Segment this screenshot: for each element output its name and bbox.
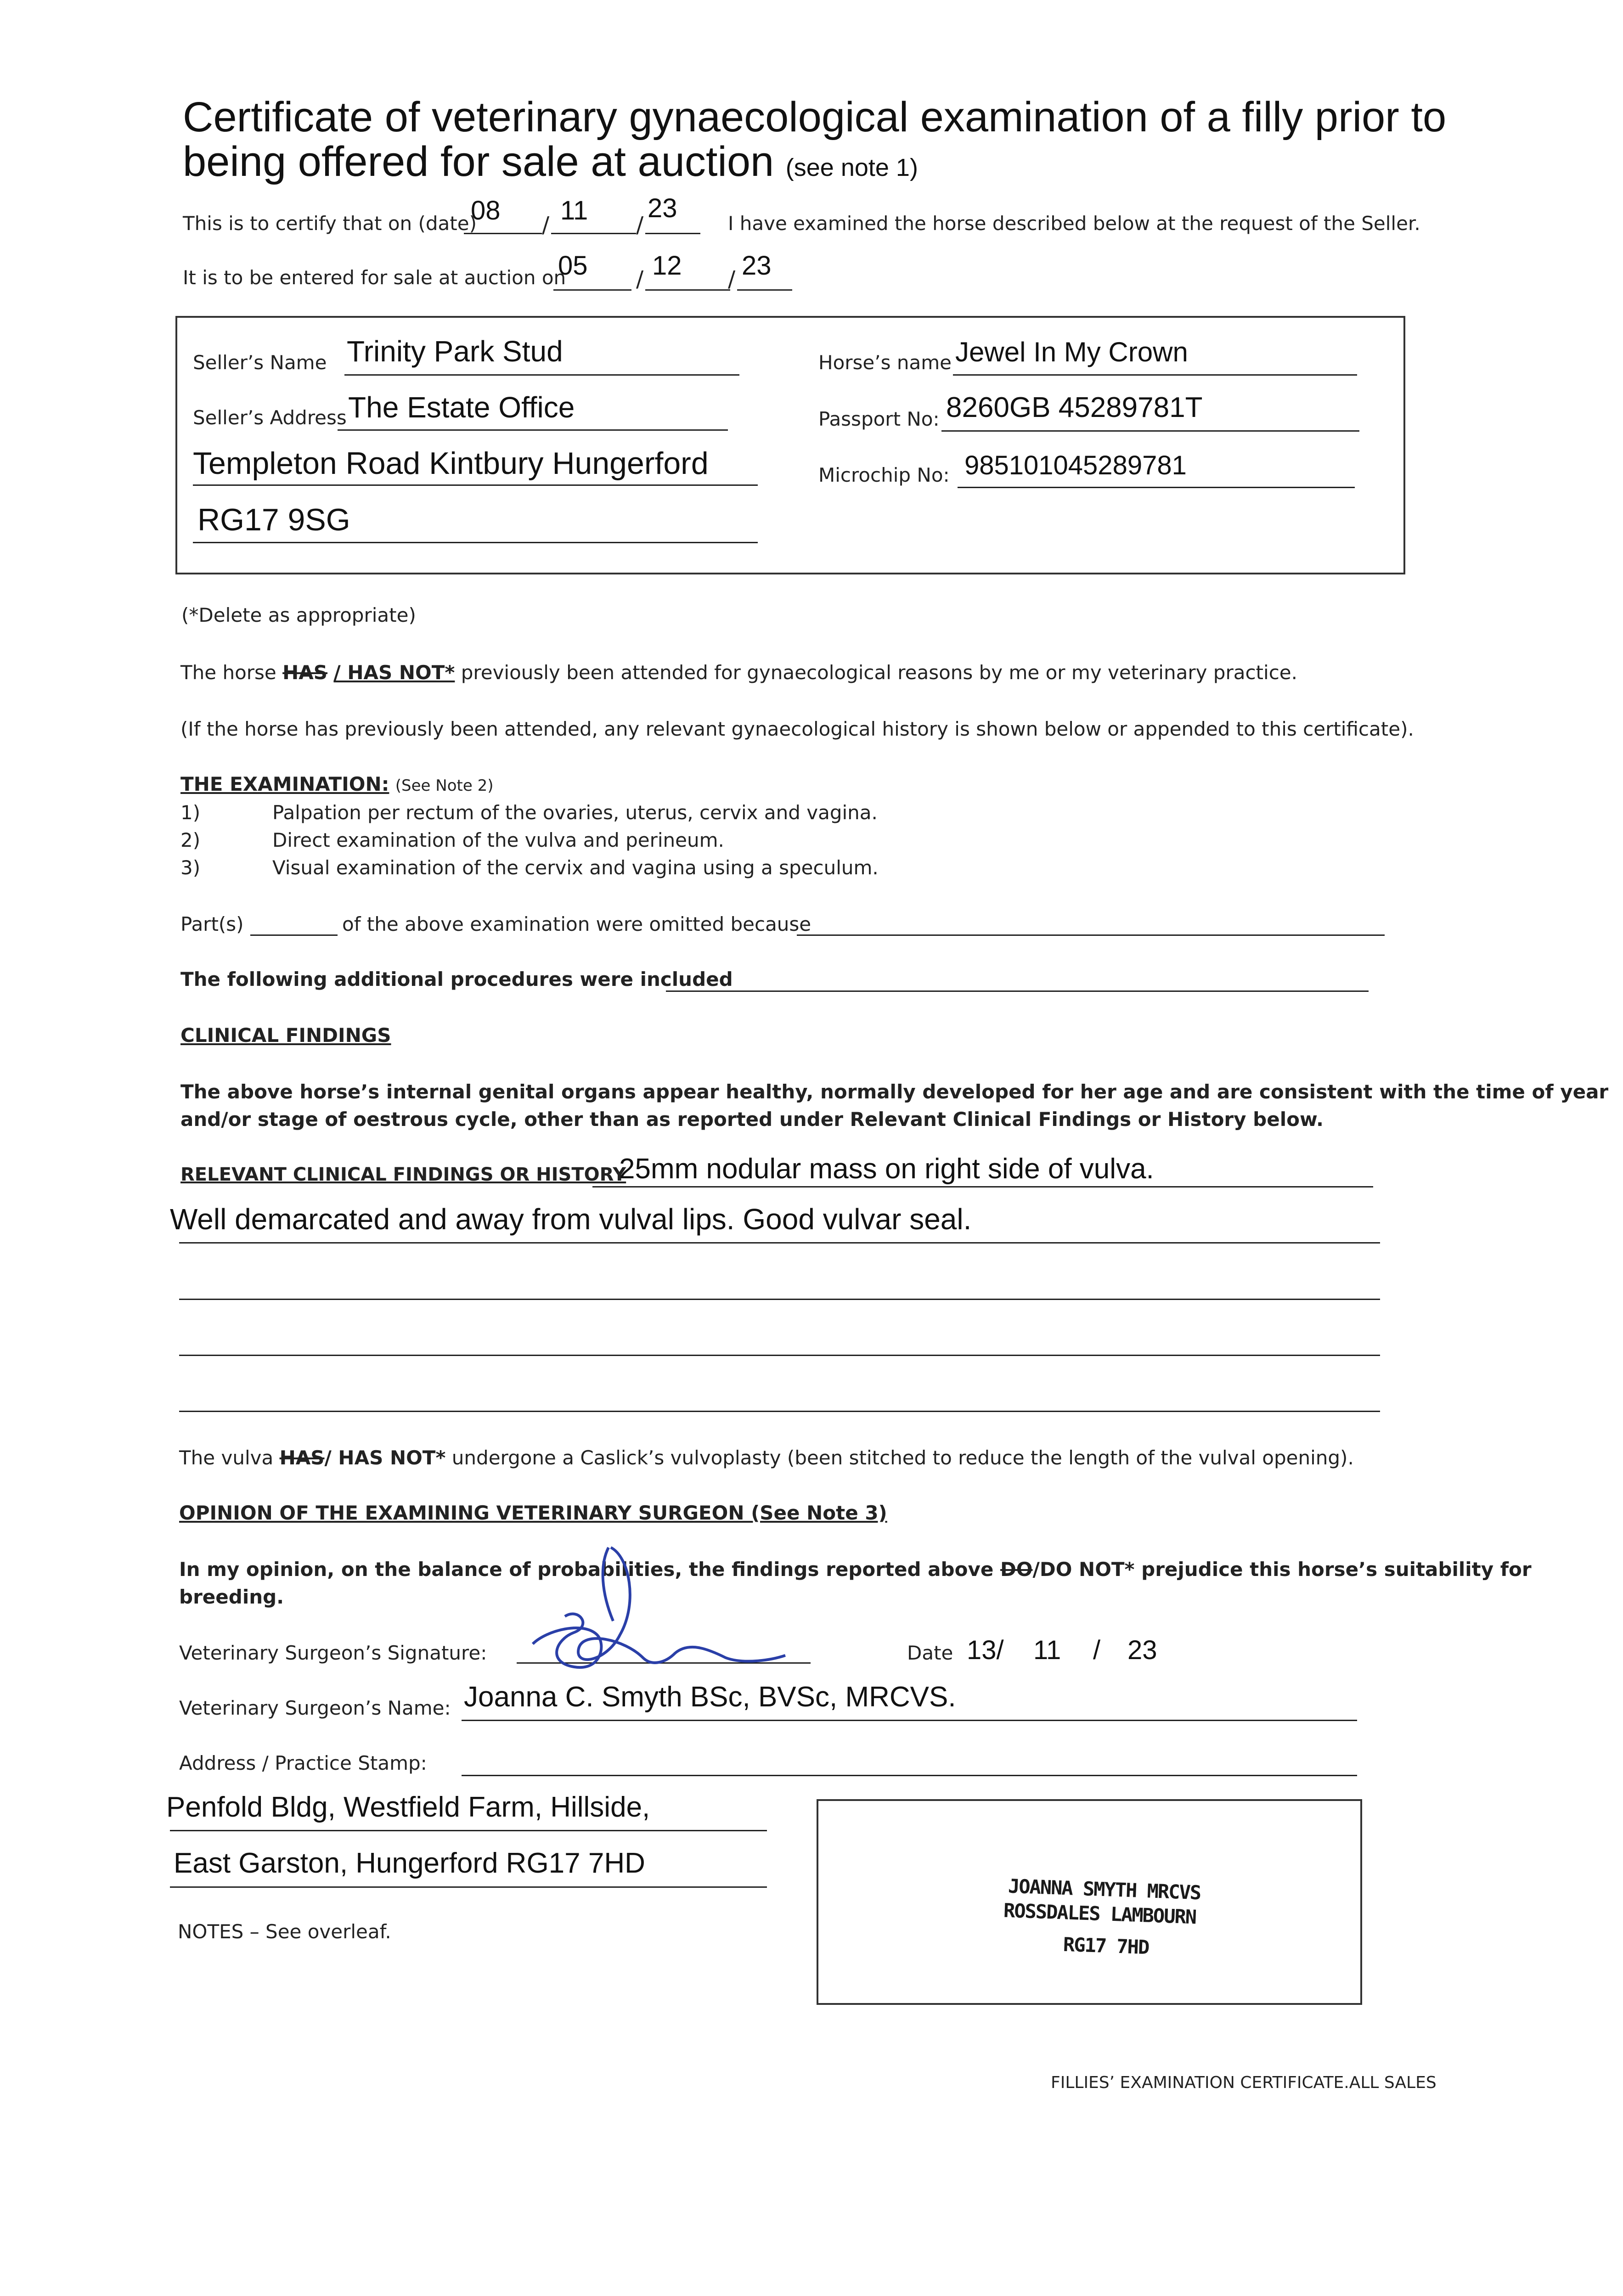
vulva-prefix: The vulva bbox=[179, 1446, 274, 1469]
date-year: 23 bbox=[648, 193, 677, 223]
date-slash-2: / bbox=[636, 212, 644, 238]
title-line-2-text: being offered for sale at auction bbox=[183, 138, 774, 185]
seller-address-3: RG17 9SG bbox=[197, 502, 350, 537]
seller-address-line-2 bbox=[193, 484, 758, 486]
opinion-do-struck: DO bbox=[1000, 1558, 1033, 1581]
clinical-heading: CLINICAL FINDINGS bbox=[180, 1024, 391, 1047]
signature-label: Veterinary Surgeon’s Signature: bbox=[179, 1642, 487, 1664]
seller-name-line bbox=[344, 374, 739, 376]
date-year-line bbox=[645, 233, 700, 234]
finding-line-3 bbox=[179, 1299, 1380, 1300]
attended-has-struck: HAS bbox=[282, 661, 328, 684]
finding-1: 25mm nodular mass on right side of vulva. bbox=[619, 1153, 1154, 1185]
seller-address-label: Seller’s Address bbox=[193, 406, 347, 429]
finding-line-1 bbox=[592, 1186, 1373, 1187]
sign-date-day: 13/ bbox=[967, 1635, 1004, 1665]
omitted-reason-line bbox=[797, 934, 1385, 936]
exam-item-1-text: Palpation per rectum of the ovaries, uterus, cervix and vagina. bbox=[272, 801, 878, 824]
horse-name: Jewel In My Crown bbox=[955, 337, 1188, 367]
auction-year: 23 bbox=[742, 251, 772, 281]
clinical-statement-1: The above horse’s internal genital organs appear healthy, normally developed for her age and are consistent with the time of year bbox=[180, 1080, 1609, 1103]
practice-address-2: East Garston, Hungerford RG17 7HD bbox=[174, 1847, 645, 1879]
date-slash-1: / bbox=[542, 212, 550, 238]
horse-name-line bbox=[953, 374, 1357, 376]
finding-line-5 bbox=[179, 1411, 1380, 1412]
relevant-heading: RELEVANT CLINICAL FINDINGS OR HISTORY bbox=[180, 1164, 626, 1185]
opinion-line-1 bbox=[179, 1558, 1532, 1581]
practice-address-line-2 bbox=[170, 1886, 767, 1888]
vet-name: Joanna C. Smyth BSc, BVSc, MRCVS. bbox=[464, 1681, 956, 1713]
attended-has-not: / HAS NOT* bbox=[333, 661, 455, 684]
exam-item-3-text: Visual examination of the cervix and vagina using a speculum. bbox=[272, 856, 879, 879]
attended-suffix: previously been attended for gynaecological reasons by me or my veterinary practice. bbox=[461, 661, 1297, 684]
vulva-has-struck: HAS bbox=[279, 1446, 325, 1469]
opinion-text-1: In my opinion, on the balance of probabilities, the findings reported above bbox=[179, 1558, 994, 1581]
passport-number: 8260GB 45289781T bbox=[946, 392, 1203, 423]
passport-line bbox=[941, 430, 1359, 432]
omitted-mid: of the above examination were omitted because bbox=[342, 913, 812, 935]
vulva-has-not: / HAS NOT* bbox=[324, 1446, 446, 1469]
exam-item-2-text: Direct examination of the vulva and perineum. bbox=[272, 829, 724, 851]
seller-address-1: The Estate Office bbox=[348, 391, 575, 424]
opinion-heading: OPINION OF THE EXAMINING VETERINARY SURGEON (See Note 3) bbox=[179, 1502, 887, 1524]
exam-item-1-num: 1) bbox=[180, 801, 201, 824]
address-stamp-line bbox=[462, 1775, 1357, 1776]
date-day: 08 bbox=[471, 196, 501, 225]
certify-suffix: I have examined the horse described below at the request of the Seller. bbox=[728, 212, 1420, 235]
title-note: (see note 1) bbox=[785, 154, 918, 181]
certify-prefix: This is to certify that on (date) bbox=[183, 212, 477, 235]
seller-name-label: Seller’s Name bbox=[193, 351, 327, 374]
title-line-2 bbox=[183, 139, 918, 191]
vulva-statement bbox=[179, 1446, 1354, 1469]
address-stamp-label: Address / Practice Stamp: bbox=[179, 1752, 427, 1774]
attended-statement bbox=[180, 661, 1297, 684]
exam-item-2-num: 2) bbox=[180, 829, 201, 851]
microchip-label: Microchip No: bbox=[818, 464, 950, 486]
delete-note: (*Delete as appropriate) bbox=[181, 604, 416, 626]
attended-prefix: The horse bbox=[180, 661, 276, 684]
seller-address-2: Templeton Road Kintbury Hungerford bbox=[193, 446, 709, 481]
clinical-statement-2: and/or stage of oestrous cycle, other than as reported under Relevant Clinical Findings or History below. bbox=[180, 1108, 1324, 1131]
finding-line-4 bbox=[179, 1355, 1380, 1356]
practice-address-line-1 bbox=[170, 1830, 767, 1831]
history-note: (If the horse has previously been attended, any relevant gynaecological history is shown below or appended to this certificate). bbox=[180, 718, 1414, 740]
opinion-text-1-suffix: prejudice this horse’s suitability for bbox=[1141, 1558, 1532, 1581]
auction-slash-2: / bbox=[728, 266, 736, 292]
stamp-line-2: ROSSDALES LAMBOURN bbox=[1003, 1899, 1196, 1929]
sign-date-sep: / bbox=[1093, 1635, 1101, 1665]
vet-name-line bbox=[462, 1720, 1357, 1721]
practice-address-1: Penfold Bldg, Westfield Farm, Hillside, bbox=[166, 1791, 650, 1823]
date-month-line bbox=[551, 233, 636, 234]
additional-procedures: The following additional procedures were included bbox=[180, 968, 733, 990]
footer: FILLIES’ EXAMINATION CERTIFICATE.ALL SALES bbox=[1051, 2073, 1437, 2092]
horse-name-label: Horse’s name bbox=[818, 351, 952, 374]
sign-date-year: 23 bbox=[1127, 1635, 1157, 1665]
examination-heading bbox=[180, 773, 493, 795]
auction-day: 05 bbox=[558, 251, 588, 281]
vulva-suffix: undergone a Caslick’s vulvoplasty (been stitched to reduce the length of the vulval opening). bbox=[451, 1446, 1354, 1469]
auction-slash-1: / bbox=[636, 266, 644, 292]
sign-date-month: 11 bbox=[1033, 1635, 1061, 1665]
microchip-line bbox=[958, 487, 1355, 488]
date-month: 11 bbox=[560, 196, 588, 225]
opinion-line-2: breeding. bbox=[179, 1586, 284, 1608]
notes: NOTES – See overleaf. bbox=[178, 1920, 391, 1943]
exam-item-3-num: 3) bbox=[180, 856, 201, 879]
auction-month-line bbox=[645, 289, 730, 291]
examination-note: (See Note 2) bbox=[395, 777, 494, 795]
omitted-prefix: Part(s) bbox=[180, 913, 244, 935]
stamp-line-3: RG17 7HD bbox=[1063, 1933, 1150, 1959]
additional-procedures-line bbox=[666, 990, 1369, 992]
vet-name-label: Veterinary Surgeon’s Name: bbox=[179, 1697, 451, 1719]
finding-2: Well demarcated and away from vulval lips. Good vulvar seal. bbox=[170, 1203, 972, 1236]
stamp-line-1: JOANNA SMYTH MRCVS bbox=[1008, 1874, 1201, 1904]
auction-prefix: It is to be entered for sale at auction on bbox=[183, 266, 566, 289]
auction-day-line bbox=[553, 289, 631, 291]
passport-label: Passport No: bbox=[818, 408, 940, 430]
sign-date-label: Date bbox=[907, 1642, 953, 1664]
examination-heading-text: THE EXAMINATION: bbox=[180, 773, 389, 795]
seller-address-line-3 bbox=[193, 542, 758, 543]
omitted-parts-line bbox=[250, 934, 338, 936]
auction-month: 12 bbox=[652, 251, 682, 281]
opinion-do-not: /DO NOT* bbox=[1032, 1558, 1135, 1581]
signature-scribble bbox=[514, 1529, 799, 1676]
auction-year-line bbox=[737, 289, 792, 291]
title-line-1: Certificate of veterinary gynaecological examination of a filly prior to bbox=[183, 94, 1447, 141]
finding-line-2 bbox=[179, 1242, 1380, 1244]
seller-address-line-1 bbox=[338, 429, 728, 431]
microchip-number: 985101045289781 bbox=[964, 450, 1187, 480]
date-day-line bbox=[464, 233, 542, 234]
seller-name: Trinity Park Stud bbox=[347, 335, 563, 368]
